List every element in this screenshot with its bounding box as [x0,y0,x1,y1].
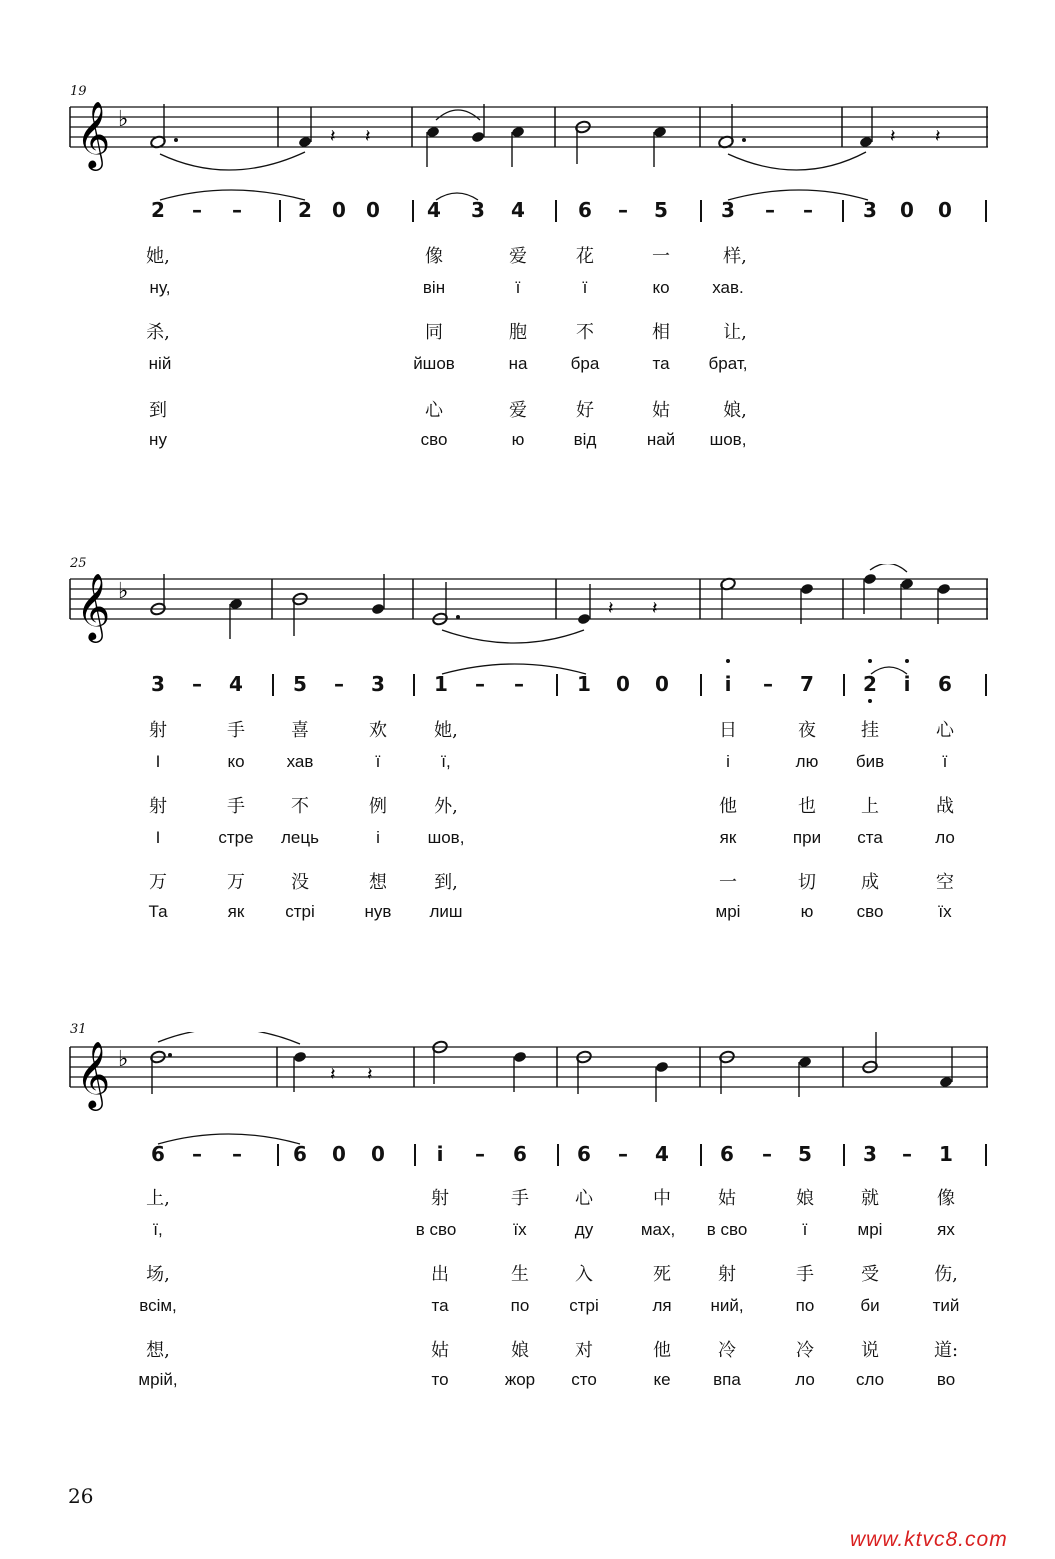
lyric-syllable: 杀, [146,322,170,343]
lyric-row [0,278,1055,306]
jianpu-note: 3 [471,198,485,222]
lyric-syllable: та [652,354,670,373]
lyric-syllable: 爱 [509,246,527,267]
jianpu-note: 1 [577,672,591,696]
lyric-syllable: брат, [708,354,748,373]
lyric-syllable: ю [800,902,814,921]
lyric-syllable: мрі [857,1220,883,1239]
page-number: 26 [68,1484,94,1508]
jianpu-note: – [232,1142,242,1166]
lyric-row [0,1296,1055,1324]
lyric-row [0,1370,1055,1398]
lyric-syllable: 上, [146,1188,170,1209]
lyric-syllable: мрі [715,902,741,921]
lyric-syllable: 同 [425,322,443,343]
lyric-syllable: 好 [576,400,594,421]
lyric-syllable: 像 [937,1188,955,1209]
lyric-syllable: 入 [575,1264,593,1285]
lyric-syllable: Та [148,902,168,921]
lyric-syllable: сто [571,1370,597,1389]
lyric-syllable: 一 [719,872,737,893]
lyric-syllable: 场, [146,1264,170,1285]
jianpu-note: 4 [229,672,243,696]
lyric-syllable: 姑 [652,400,670,421]
lyric-row [0,1260,1055,1288]
svg-text:𝄽: 𝄽 [367,1064,373,1085]
lyric-syllable: як [227,902,245,921]
jianpu-note: i [436,1142,444,1166]
lyric-syllable: впа [713,1370,741,1389]
lyric-syllable: 她, [146,246,170,267]
lyric-syllable: 射 [431,1188,449,1209]
lyric-syllable: ній [148,354,172,373]
staff [0,1032,1055,1122]
jianpu-note: 5 [798,1142,812,1166]
lyric-syllable: 不 [576,322,594,343]
lyric-row [0,716,1055,744]
lyric-syllable: ну [149,430,167,449]
lyric-syllable: 射 [149,796,167,817]
svg-text:𝄽: 𝄽 [890,126,896,147]
lyric-syllable: стре [218,828,254,847]
lyric-row [0,354,1055,382]
watermark-logo: www.ktvc8.com [850,1528,1008,1551]
lyric-syllable: мах, [640,1220,676,1239]
lyric-syllable: ля [652,1296,672,1315]
jianpu-note: 7 [800,672,814,696]
lyric-syllable: 花 [576,246,594,267]
lyric-row [0,430,1055,458]
flat-icon: ♭ [118,579,129,604]
jianpu-note: 4 [655,1142,669,1166]
lyric-syllable: і [376,828,380,847]
lyric-syllable: 他 [653,1340,671,1361]
jianpu-note: 3 [863,198,877,222]
lyric-syllable: по [510,1296,530,1315]
jianpu-note: – [334,672,344,696]
lyric-syllable: 成 [861,872,879,893]
jianpu-note: 0 [938,198,952,222]
svg-text:𝄽: 𝄽 [365,126,371,147]
jianpu-note: – [514,672,524,696]
svg-text:𝄽: 𝄽 [330,1064,336,1085]
lyric-syllable: ний, [710,1296,744,1315]
jianpu-note: – [618,1142,628,1166]
lyric-syllable: 样, [723,246,747,267]
jianpu-line [0,672,1055,712]
jianpu-note: 6 [720,1142,734,1166]
lyric-syllable: йшов [413,354,455,373]
lyric-syllable: 射 [149,720,167,741]
jianpu-note: – [192,672,202,696]
lyric-syllable: лиш [429,902,463,921]
lyric-syllable: мрій, [138,1370,178,1389]
lyric-syllable: 日 [719,720,737,741]
lyric-syllable: 娘 [796,1188,814,1209]
lyric-syllable: та [431,1296,449,1315]
lyric-syllable: сло [855,1370,885,1389]
lyric-syllable: лю [795,752,819,771]
lyric-syllable: всім, [139,1296,177,1315]
flat-icon: ♭ [118,107,129,132]
lyric-syllable: 射 [718,1264,736,1285]
lyric-syllable: як [719,828,737,847]
treble-clef-icon: 𝄞 [76,1040,111,1108]
lyric-syllable: ї [515,278,521,297]
lyric-row [0,242,1055,270]
lyric-syllable: 冷 [796,1340,814,1361]
lyric-syllable: би [860,1296,880,1315]
lyric-row [0,1220,1055,1248]
jianpu-note: 3 [863,1142,877,1166]
lyric-syllable: 对 [575,1340,593,1361]
staff [0,92,1055,182]
jianpu-note: 6 [578,198,592,222]
staff [0,564,1055,654]
jianpu-note: 6 [577,1142,591,1166]
lyric-row [0,752,1055,780]
lyric-syllable: стрі [569,1296,599,1315]
lyric-syllable: 中 [653,1188,671,1209]
jianpu-note: 0 [366,198,380,222]
lyric-syllable: шов, [709,430,747,449]
lyric-row [0,1184,1055,1212]
lyric-row [0,902,1055,930]
jianpu-note: – [192,1142,202,1166]
lyric-syllable: 战 [936,796,954,817]
jianpu-note: – [232,198,242,222]
lyric-syllable: 生 [511,1264,529,1285]
jianpu-note: – [763,672,773,696]
lyric-row [0,318,1055,346]
jianpu-line [0,198,1055,238]
jianpu-note: 0 [900,198,914,222]
lyric-syllable: ко [652,278,670,297]
lyric-syllable: 手 [227,796,245,817]
lyric-syllable: на [508,354,528,373]
svg-text:𝄽: 𝄽 [652,598,658,619]
lyric-syllable: ло [795,1370,815,1389]
jianpu-note: 0 [371,1142,385,1166]
jianpu-note: – [765,198,775,222]
lyric-syllable: і [726,752,730,771]
jianpu-note: 1 [434,672,448,696]
lyric-syllable: 挂 [861,720,879,741]
jianpu-note: 6 [293,1142,307,1166]
lyric-syllable: 就 [861,1188,879,1209]
jianpu-note: 2 [863,672,877,696]
lyric-syllable: 姑 [431,1340,449,1361]
jianpu-note: 5 [293,672,307,696]
lyric-syllable: 手 [227,720,245,741]
lyric-row [0,396,1055,424]
lyric-syllable: сво [856,902,884,921]
lyric-syllable: 万 [149,872,167,893]
lyric-syllable: жор [504,1370,536,1389]
lyric-syllable: він [422,278,446,297]
jianpu-note: 2 [151,198,165,222]
lyric-syllable: 到, [434,872,458,893]
lyric-syllable: при [792,828,822,847]
jianpu-note: – [192,198,202,222]
lyric-syllable: 道: [933,1340,959,1361]
jianpu-line [0,1142,1055,1182]
lyric-syllable: 欢 [369,720,387,741]
jianpu-note: i [724,672,732,696]
jianpu-note: – [902,1142,912,1166]
lyric-syllable: 一 [652,246,670,267]
jianpu-note: – [803,198,813,222]
lyric-syllable: 没 [291,872,309,893]
lyric-syllable: 心 [425,400,443,421]
jianpu-note: – [618,198,628,222]
jianpu-note: 0 [332,1142,346,1166]
lyric-row [0,1336,1055,1364]
jianpu-note: 2 [298,198,312,222]
lyric-syllable: 手 [796,1264,814,1285]
svg-text:𝄽: 𝄽 [608,598,614,619]
lyric-syllable: їх [938,902,952,921]
jianpu-note: 4 [427,198,441,222]
jianpu-note: 6 [513,1142,527,1166]
lyric-row [0,792,1055,820]
lyric-syllable: хав. [712,278,744,297]
jianpu-lower-dots [0,698,1055,706]
lyric-syllable: 想, [146,1340,170,1361]
jianpu-ties [0,654,1055,678]
jianpu-note: – [762,1142,772,1166]
jianpu-note: 0 [616,672,630,696]
lyric-row [0,868,1055,896]
lyric-syllable: 不 [291,796,309,817]
lyric-syllable: нув [364,902,392,921]
jianpu-ties [0,1124,1055,1148]
lyric-syllable: 胞 [509,322,527,343]
jianpu-note: 1 [939,1142,953,1166]
flat-icon: ♭ [118,1047,129,1072]
lyric-row [0,828,1055,856]
lyric-syllable: ке [653,1370,671,1389]
lyric-syllable: стрі [285,902,315,921]
lyric-syllable: сво [420,430,448,449]
measure-number: 31 [70,1022,87,1037]
lyric-syllable: 到 [149,400,167,421]
lyric-syllable: то [431,1370,449,1389]
jianpu-note: 5 [654,198,668,222]
lyric-syllable: 冷 [718,1340,736,1361]
lyric-syllable: 姑 [718,1188,736,1209]
treble-clef-icon: 𝄞 [76,100,111,168]
jianpu-note: – [475,1142,485,1166]
lyric-syllable: 想 [369,872,387,893]
lyric-syllable: ї [942,752,948,771]
svg-text:𝄽: 𝄽 [935,126,941,147]
lyric-syllable: ю [511,430,525,449]
lyric-syllable: від [573,430,597,449]
lyric-syllable: тий [932,1296,960,1315]
lyric-syllable: ї [582,278,588,297]
lyric-syllable: 切 [798,872,816,893]
lyric-syllable: ко [227,752,245,771]
lyric-syllable: ї, [153,1220,163,1239]
jianpu-note: 3 [371,672,385,696]
lyric-syllable: лець [281,828,319,847]
lyric-syllable: по [795,1296,815,1315]
lyric-syllable: 爱 [509,400,527,421]
lyric-syllable: бив [855,752,885,771]
jianpu-note: – [475,672,485,696]
measure-number: 25 [70,556,87,571]
svg-text:𝄽: 𝄽 [330,126,336,147]
lyric-syllable: най [646,430,676,449]
lyric-syllable: хав [286,752,314,771]
lyric-syllable: ї, [441,752,451,771]
lyric-syllable: І [155,828,161,847]
jianpu-ties [0,180,1055,204]
lyric-syllable: ї [802,1220,808,1239]
lyric-syllable: 也 [798,796,816,817]
lyric-syllable: 万 [227,872,245,893]
lyric-syllable: ста [857,828,883,847]
lyric-syllable: їх [513,1220,527,1239]
lyric-syllable: ло [935,828,955,847]
lyric-syllable: ну, [149,278,171,297]
lyric-syllable: в сво [415,1220,457,1239]
jianpu-note: 6 [938,672,952,696]
lyric-syllable: 受 [861,1264,879,1285]
lyric-syllable: шов, [427,828,465,847]
lyric-syllable: в сво [706,1220,748,1239]
lyric-syllable: 娘 [511,1340,529,1361]
lyric-syllable: 喜 [291,720,309,741]
lyric-syllable: 上 [861,796,879,817]
lyric-syllable: 他 [719,796,737,817]
lyric-syllable: 手 [511,1188,529,1209]
lyric-syllable: ї [375,752,381,771]
treble-clef-icon: 𝄞 [76,572,111,640]
lyric-syllable: 外, [434,796,458,817]
lyric-syllable: 死 [653,1264,671,1285]
lyric-syllable: 让, [723,322,747,343]
lyric-syllable: 心 [575,1188,593,1209]
lyric-syllable: 例 [369,796,387,817]
lyric-syllable: 相 [652,322,670,343]
lyric-syllable: І [155,752,161,771]
lyric-syllable: 像 [425,246,443,267]
lyric-syllable: 心 [936,720,954,741]
lyric-syllable: ду [574,1220,594,1239]
lyric-syllable: 说 [861,1340,879,1361]
jianpu-note: i [903,672,911,696]
lyric-syllable: 伤, [934,1264,958,1285]
lyric-syllable: 她, [434,720,458,741]
lyric-syllable: 出 [431,1264,449,1285]
measure-number: 19 [70,84,87,99]
lyric-syllable: бра [570,354,600,373]
lyric-syllable: ях [937,1220,955,1239]
lyric-syllable: 娘, [723,400,747,421]
jianpu-note: 6 [151,1142,165,1166]
lyric-syllable: 夜 [798,720,816,741]
jianpu-note: 0 [332,198,346,222]
jianpu-note: 4 [511,198,525,222]
lyric-syllable: 空 [936,872,954,893]
jianpu-note: 3 [721,198,735,222]
lyric-syllable: во [936,1370,956,1389]
jianpu-note: 3 [151,672,165,696]
jianpu-note: 0 [655,672,669,696]
